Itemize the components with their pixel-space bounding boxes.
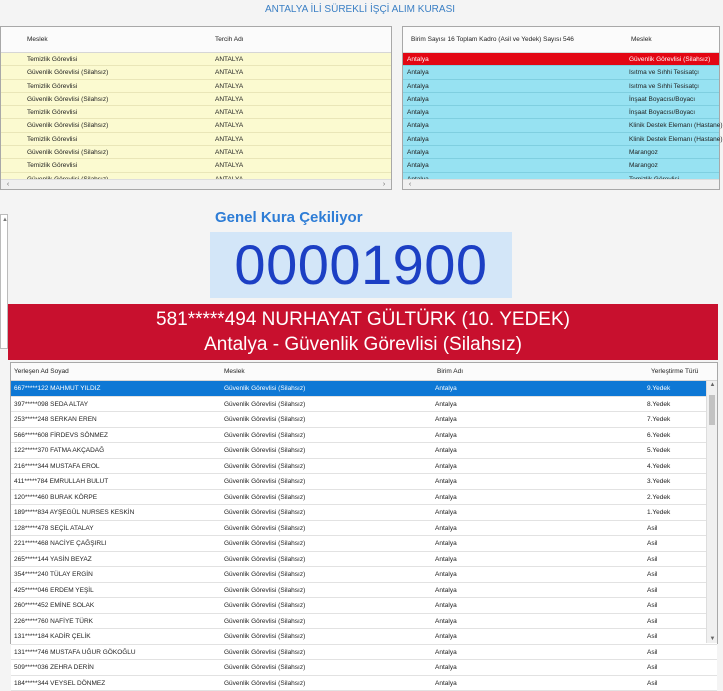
table-row[interactable] (11, 598, 717, 614)
table-cell: Asil (647, 676, 657, 691)
table-cell: Güvenlik Görevlisi (Silahsız) (27, 66, 108, 79)
table-cell: İnşaat Boyacısı/Boyacı (629, 93, 695, 106)
draw-status-label: Genel Kura Çekiliyor (215, 209, 363, 226)
table-cell: Güvenlik Görevlisi (Silahsız) (224, 381, 305, 397)
table-cell: Antalya (435, 490, 457, 506)
table-row[interactable] (1, 106, 391, 119)
column-header-meslek[interactable]: Meslek (224, 363, 245, 381)
table-cell: Antalya (407, 133, 429, 146)
table-cell: Marangoz (629, 146, 658, 159)
table-cell: Antalya (435, 428, 457, 444)
chevron-up-icon[interactable]: ▲ (1, 217, 9, 223)
table-cell: Güvenlik Görevlisi (Silahsız) (224, 428, 305, 444)
table-cell: Güvenlik Görevlisi (Silahsız) (224, 552, 305, 568)
winner-banner (8, 304, 718, 360)
table-cell: Güvenlik Görevlisi (Silahsız) (224, 567, 305, 583)
table-cell: Antalya (435, 614, 457, 630)
table-cell: Temizlik Görevlisi (27, 133, 77, 146)
table-cell: 425*****046 ERDEM YEŞİL (14, 583, 94, 599)
table-cell: Güvenlik Görevlisi (Silahsız) (27, 119, 108, 132)
table-cell: ANTALYA (215, 159, 243, 172)
table-row[interactable] (11, 474, 717, 490)
table-cell: 131*****746 MUSTAFA UĞUR GÖKOĞLU (14, 645, 136, 661)
table-row[interactable] (11, 567, 717, 583)
table-cell: 253*****248 SERKAN EREN (14, 412, 97, 428)
table-row[interactable] (11, 428, 717, 444)
app-title: ANTALYA İLİ SÜREKLİ İŞÇİ ALIM KURASI (0, 0, 720, 20)
chevron-down-icon[interactable]: ▼ (707, 636, 718, 642)
table-cell: 1.Yedek (647, 505, 670, 521)
table-cell: Antalya (407, 93, 429, 106)
table-cell: 397*****098 SEDA ALTAY (14, 397, 88, 413)
table-cell: Asil (647, 521, 657, 537)
table-cell: Güvenlik Görevlisi (Silahsız) (224, 505, 305, 521)
table-row[interactable] (11, 645, 717, 661)
grid-header (1, 27, 391, 53)
table-cell: Antalya (407, 146, 429, 159)
table-cell: 2.Yedek (647, 490, 670, 506)
vertical-scrollbar[interactable] (706, 381, 717, 643)
table-cell: Güvenlik Görevlisi (Silahsız) (224, 660, 305, 676)
table-cell: Antalya (435, 505, 457, 521)
table-row[interactable] (1, 119, 391, 132)
profession-preference-grid[interactable] (0, 26, 392, 190)
table-row[interactable] (11, 536, 717, 552)
table-row[interactable] (11, 412, 717, 428)
table-row[interactable] (403, 119, 719, 132)
chevron-left-icon[interactable]: ‹ (405, 180, 415, 190)
column-header-birim-sayisi[interactable]: Birim Sayısı 16 Toplam Kadro (Asil ve Yedek) Sayısı 546 (411, 27, 574, 53)
table-cell: 667*****122 MAHMUT YILDIZ (14, 381, 100, 397)
table-cell: Güvenlik Görevlisi (Silahsız) (224, 443, 305, 459)
table-row[interactable] (403, 133, 719, 146)
chevron-right-icon[interactable]: › (379, 180, 389, 190)
table-cell: 9.Yedek (647, 381, 670, 397)
table-row[interactable] (403, 80, 719, 93)
grid-body (11, 381, 717, 691)
table-cell: Asil (647, 536, 657, 552)
table-cell: ANTALYA (215, 53, 243, 66)
table-cell: 8.Yedek (647, 397, 670, 413)
table-row[interactable] (403, 93, 719, 106)
table-row[interactable] (403, 66, 719, 79)
table-cell: Asil (647, 598, 657, 614)
table-cell: Antalya (407, 53, 429, 66)
horizontal-scrollbar[interactable] (1, 179, 391, 189)
table-cell: Antalya (435, 583, 457, 599)
table-cell: 122*****370 FATMA AKÇADAĞ (14, 443, 104, 459)
table-cell: Antalya (435, 536, 457, 552)
table-row[interactable] (403, 106, 719, 119)
table-row[interactable] (11, 490, 717, 506)
table-cell: Isıtma ve Sıhhi Tesisatçı (629, 66, 699, 79)
table-cell: Isıtma ve Sıhhi Tesisatçı (629, 80, 699, 93)
chevron-left-icon[interactable]: ‹ (3, 180, 13, 190)
table-cell: 4.Yedek (647, 459, 670, 475)
table-cell: Temizlik Görevlisi (27, 106, 77, 119)
table-row[interactable] (11, 614, 717, 630)
table-row[interactable] (1, 66, 391, 79)
winner-placement: Antalya - Güvenlik Görevlisi (Silahsız) (8, 333, 718, 357)
table-cell: 120*****460 BURAK KÖRPE (14, 490, 97, 506)
column-header-ad-soyad[interactable]: Yerleşen Ad Soyad (14, 363, 69, 381)
table-cell: Güvenlik Görevlisi (Silahsız) (224, 536, 305, 552)
table-cell: Antalya (435, 381, 457, 397)
table-cell: Antalya (435, 443, 457, 459)
table-cell: Asil (647, 629, 657, 645)
table-cell: Güvenlik Görevlisi (Silahsız) (27, 93, 108, 106)
horizontal-scrollbar[interactable] (403, 179, 719, 189)
draw-number: 00001900 (210, 232, 512, 298)
table-cell: ANTALYA (215, 66, 243, 79)
table-cell: Antalya (435, 598, 457, 614)
column-header-meslek[interactable]: Meslek (27, 27, 48, 53)
table-row[interactable] (11, 381, 717, 397)
table-row[interactable] (11, 459, 717, 475)
table-cell: İnşaat Boyacısı/Boyacı (629, 106, 695, 119)
table-cell: Antalya (407, 66, 429, 79)
table-cell: Marangoz (629, 159, 658, 172)
table-cell: 566*****608 FİRDEVS SÖNMEZ (14, 428, 108, 444)
column-header-yerlestirme-turu[interactable]: Yerleştirme Türü (651, 363, 698, 381)
table-row[interactable] (11, 583, 717, 599)
table-cell: Güvenlik Görevlisi (Silahsız) (224, 459, 305, 475)
table-cell: Asil (647, 660, 657, 676)
table-cell: ANTALYA (215, 133, 243, 146)
chevron-up-icon[interactable]: ▲ (707, 382, 718, 388)
table-cell: Antalya (435, 552, 457, 568)
table-cell: Güvenlik Görevlisi (Silahsız) (224, 474, 305, 490)
table-row[interactable] (11, 521, 717, 537)
table-cell: 411*****784 EMRULLAH BULUT (14, 474, 108, 490)
table-cell: Antalya (407, 80, 429, 93)
table-cell: 131*****184 KADİR ÇELİK (14, 629, 91, 645)
table-cell: Asil (647, 583, 657, 599)
table-cell: Asil (647, 567, 657, 583)
table-cell: Klinik Destek Elemanı (Hastane) (629, 133, 723, 146)
table-cell: Güvenlik Görevlisi (Silahsız) (224, 490, 305, 506)
table-cell: Asil (647, 614, 657, 630)
table-cell: 189*****834 AYŞEGÜL NURSES KESKİN (14, 505, 134, 521)
table-cell: 221*****468 NACİYE ÇAĞŞIRLI (14, 536, 107, 552)
table-cell: Temizlik Görevlisi (27, 80, 77, 93)
table-cell: Güvenlik Görevlisi (Silahsız) (224, 614, 305, 630)
table-cell: Antalya (435, 629, 457, 645)
table-row[interactable] (11, 552, 717, 568)
table-cell: 354*****240 TÜLAY ERGİN (14, 567, 93, 583)
table-cell: 260*****452 EMİNE SOLAK (14, 598, 94, 614)
table-row[interactable] (1, 80, 391, 93)
table-cell: 5.Yedek (647, 443, 670, 459)
table-row[interactable] (11, 660, 717, 676)
table-cell: Antalya (435, 459, 457, 475)
table-cell: 7.Yedek (647, 412, 670, 428)
table-cell: Güvenlik Görevlisi (Silahsız) (224, 598, 305, 614)
column-header-tercih-adi[interactable]: Tercih Adı (215, 27, 244, 53)
table-cell: 216*****344 MUSTAFA EROL (14, 459, 100, 475)
table-row[interactable] (1, 93, 391, 106)
table-cell: 128*****478 SEÇİL ATALAY (14, 521, 94, 537)
table-cell: ANTALYA (215, 80, 243, 93)
table-cell: ANTALYA (215, 119, 243, 132)
table-row[interactable] (11, 505, 717, 521)
table-row[interactable] (11, 676, 717, 691)
column-header-meslek[interactable]: Meslek (631, 27, 652, 53)
table-row[interactable] (1, 146, 391, 159)
table-cell: Antalya (407, 119, 429, 132)
table-cell: Antalya (435, 645, 457, 661)
table-cell: 265*****144 YASİN BEYAZ (14, 552, 92, 568)
table-row[interactable] (11, 629, 717, 645)
table-cell: Temizlik Görevlisi (27, 53, 77, 66)
winner-name: 581*****494 NURHAYAT GÜLTÜRK (10. YEDEK) (8, 304, 718, 333)
table-cell: Asil (647, 552, 657, 568)
table-cell: Güvenlik Görevlisi (Silahsız) (224, 583, 305, 599)
grid-header (11, 363, 717, 381)
table-cell: Güvenlik Görevlisi (Silahsız) (27, 146, 108, 159)
table-row[interactable] (1, 133, 391, 146)
table-cell: Antalya (435, 660, 457, 676)
table-cell: Antalya (435, 521, 457, 537)
scrollbar-thumb[interactable] (709, 395, 715, 425)
table-cell: Güvenlik Görevlisi (Silahsız) (629, 53, 710, 66)
table-cell: 3.Yedek (647, 474, 670, 490)
table-cell: Güvenlik Görevlisi (Silahsız) (224, 645, 305, 661)
table-cell: Güvenlik Görevlisi (Silahsız) (224, 676, 305, 691)
table-cell: Antalya (435, 412, 457, 428)
placement-results-grid[interactable] (10, 362, 718, 644)
unit-profession-grid[interactable] (402, 26, 720, 190)
table-row[interactable] (1, 53, 391, 66)
table-row[interactable] (11, 443, 717, 459)
table-cell: Antalya (435, 567, 457, 583)
table-cell: 6.Yedek (647, 428, 670, 444)
table-cell: Antalya (407, 106, 429, 119)
table-cell: Temizlik Görevlisi (27, 159, 77, 172)
table-row[interactable] (403, 146, 719, 159)
table-cell: Güvenlik Görevlisi (Silahsız) (224, 412, 305, 428)
grid-header (403, 27, 719, 53)
table-cell: Asil (647, 645, 657, 661)
table-cell: 226*****760 NAFİYE TÜRK (14, 614, 93, 630)
grid-body (403, 53, 719, 186)
table-cell: Antalya (407, 159, 429, 172)
table-cell: Güvenlik Görevlisi (Silahsız) (224, 521, 305, 537)
table-row[interactable] (403, 159, 719, 172)
table-cell: Güvenlik Görevlisi (Silahsız) (224, 629, 305, 645)
table-cell: 184*****344 VEYSEL DÖNMEZ (14, 676, 105, 691)
column-header-birim-adi[interactable]: Birim Adı (437, 363, 463, 381)
table-cell: ANTALYA (215, 106, 243, 119)
table-cell: ANTALYA (215, 93, 243, 106)
table-cell: Antalya (435, 474, 457, 490)
table-cell: Antalya (435, 397, 457, 413)
table-cell: Güvenlik Görevlisi (Silahsız) (224, 397, 305, 413)
table-row[interactable] (11, 397, 717, 413)
table-cell: 509*****036 ZEHRA DERİN (14, 660, 94, 676)
draw-number-box (210, 232, 512, 298)
table-row[interactable] (403, 53, 719, 66)
table-cell: Klinik Destek Elemanı (Hastane) (629, 119, 723, 132)
table-row[interactable] (1, 159, 391, 172)
side-scroll-panel[interactable] (0, 214, 8, 349)
grid-body (1, 53, 391, 186)
table-cell: Antalya (435, 676, 457, 691)
table-cell: ANTALYA (215, 146, 243, 159)
